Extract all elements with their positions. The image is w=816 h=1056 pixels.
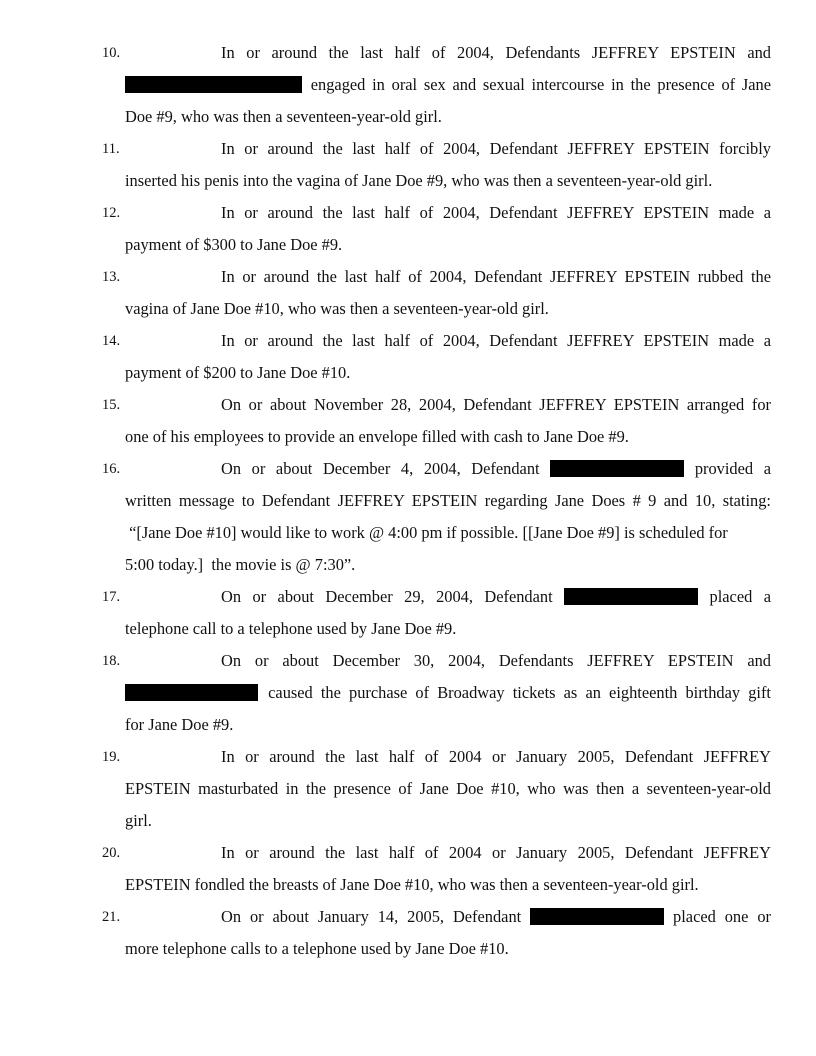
paragraph-line: In or around the last half of 2004 or January 2005, Defendant JEFFREY — [221, 843, 771, 862]
paragraph-line-text: On or about December 4, 2004, Defendant — [221, 459, 540, 478]
paragraph-line: payment of $300 to Jane Doe #9. — [125, 235, 343, 254]
paragraph-number: 18. — [102, 653, 121, 669]
redaction-block — [564, 588, 698, 605]
paragraph-line: In or around the last half of 2004, Defendants JEFFREY EPSTEIN and — [221, 43, 771, 62]
paragraph-number: 19. — [102, 749, 121, 765]
paragraph-number: 17. — [102, 589, 121, 605]
paragraph-line — [221, 581, 771, 613]
paragraph-line: In or around the last half of 2004, Defendant JEFFREY EPSTEIN made a — [221, 203, 771, 222]
paragraph-line: payment of $200 to Jane Doe #10. — [125, 363, 351, 382]
redaction-block — [125, 76, 302, 93]
paragraph-line: girl. — [125, 811, 152, 830]
redaction-block — [550, 460, 684, 477]
paragraph-number: 20. — [102, 845, 121, 861]
paragraph-line-text: provided a — [694, 459, 771, 478]
paragraph-line — [221, 453, 771, 485]
paragraph-line: vagina of Jane Doe #10, who was then a seventeen-year-old girl. — [125, 299, 549, 318]
paragraph-line: On or about November 28, 2004, Defendant JEFFREY EPSTEIN arranged for — [221, 395, 771, 414]
paragraph-line: In or around the last half of 2004, Defendant JEFFREY EPSTEIN forcibly — [221, 139, 771, 158]
paragraph-number: 15. — [102, 397, 121, 413]
paragraph-number: 13. — [102, 269, 121, 285]
paragraph-line: EPSTEIN masturbated in the presence of Jane Doe #10, who was then a seventeen-year-old — [125, 779, 771, 798]
paragraph-line: “[Jane Doe #10] would like to work @ 4:00 pm if possible. [[Jane Doe #9] is scheduled for — [125, 523, 728, 542]
paragraph-line: written message to Defendant JEFFREY EPSTEIN regarding Jane Does # 9 and 10, stating: — [125, 491, 771, 510]
paragraph-line — [125, 69, 771, 101]
paragraph-number: 10. — [102, 45, 121, 61]
paragraph-line — [221, 901, 771, 933]
paragraph-line — [125, 677, 771, 709]
paragraph-number: 21. — [102, 909, 121, 925]
paragraph-number: 16. — [102, 461, 121, 477]
paragraph-line: telephone call to a telephone used by Jane Doe #9. — [125, 619, 457, 638]
paragraph-line-text: caused the purchase of Broadway tickets as an eighteenth birthday gift — [268, 683, 771, 702]
paragraph-line: more telephone calls to a telephone used by Jane Doe #10. — [125, 939, 509, 958]
paragraph-number: 12. — [102, 205, 121, 221]
redaction-block — [530, 908, 664, 925]
paragraph-line: one of his employees to provide an envelope filled with cash to Jane Doe #9. — [125, 427, 629, 446]
paragraph-line-text: placed a — [709, 587, 771, 606]
paragraph-line-text: placed one or — [673, 907, 771, 926]
paragraph-line-text: engaged in oral sex and sexual intercourse in the presence of Jane — [310, 75, 771, 94]
paragraph-line: Doe #9, who was then a seventeen-year-old girl. — [125, 107, 442, 126]
paragraph-line: In or around the last half of 2004, Defendant JEFFREY EPSTEIN made a — [221, 331, 771, 350]
paragraph-line: EPSTEIN fondled the breasts of Jane Doe #10, who was then a seventeen-year-old girl. — [125, 875, 699, 894]
paragraph-line: In or around the last half of 2004, Defendant JEFFREY EPSTEIN rubbed the — [221, 267, 771, 286]
paragraph-line-text: On or about December 29, 2004, Defendant — [221, 587, 553, 606]
paragraph-line: for Jane Doe #9. — [125, 715, 234, 734]
paragraph-line: inserted his penis into the vagina of Jane Doe #9, who was then a seventeen-year-old girl. — [125, 171, 713, 190]
paragraph-line: On or about December 30, 2004, Defendants JEFFREY EPSTEIN and — [221, 651, 771, 670]
paragraph-line: In or around the last half of 2004 or January 2005, Defendant JEFFREY — [221, 747, 771, 766]
paragraph-number: 11. — [102, 141, 120, 157]
redaction-block — [125, 684, 258, 701]
paragraph-number: 14. — [102, 333, 121, 349]
paragraph-line: 5:00 today.] the movie is @ 7:30”. — [125, 555, 356, 574]
paragraph-line-text: On or about January 14, 2005, Defendant — [221, 907, 522, 926]
